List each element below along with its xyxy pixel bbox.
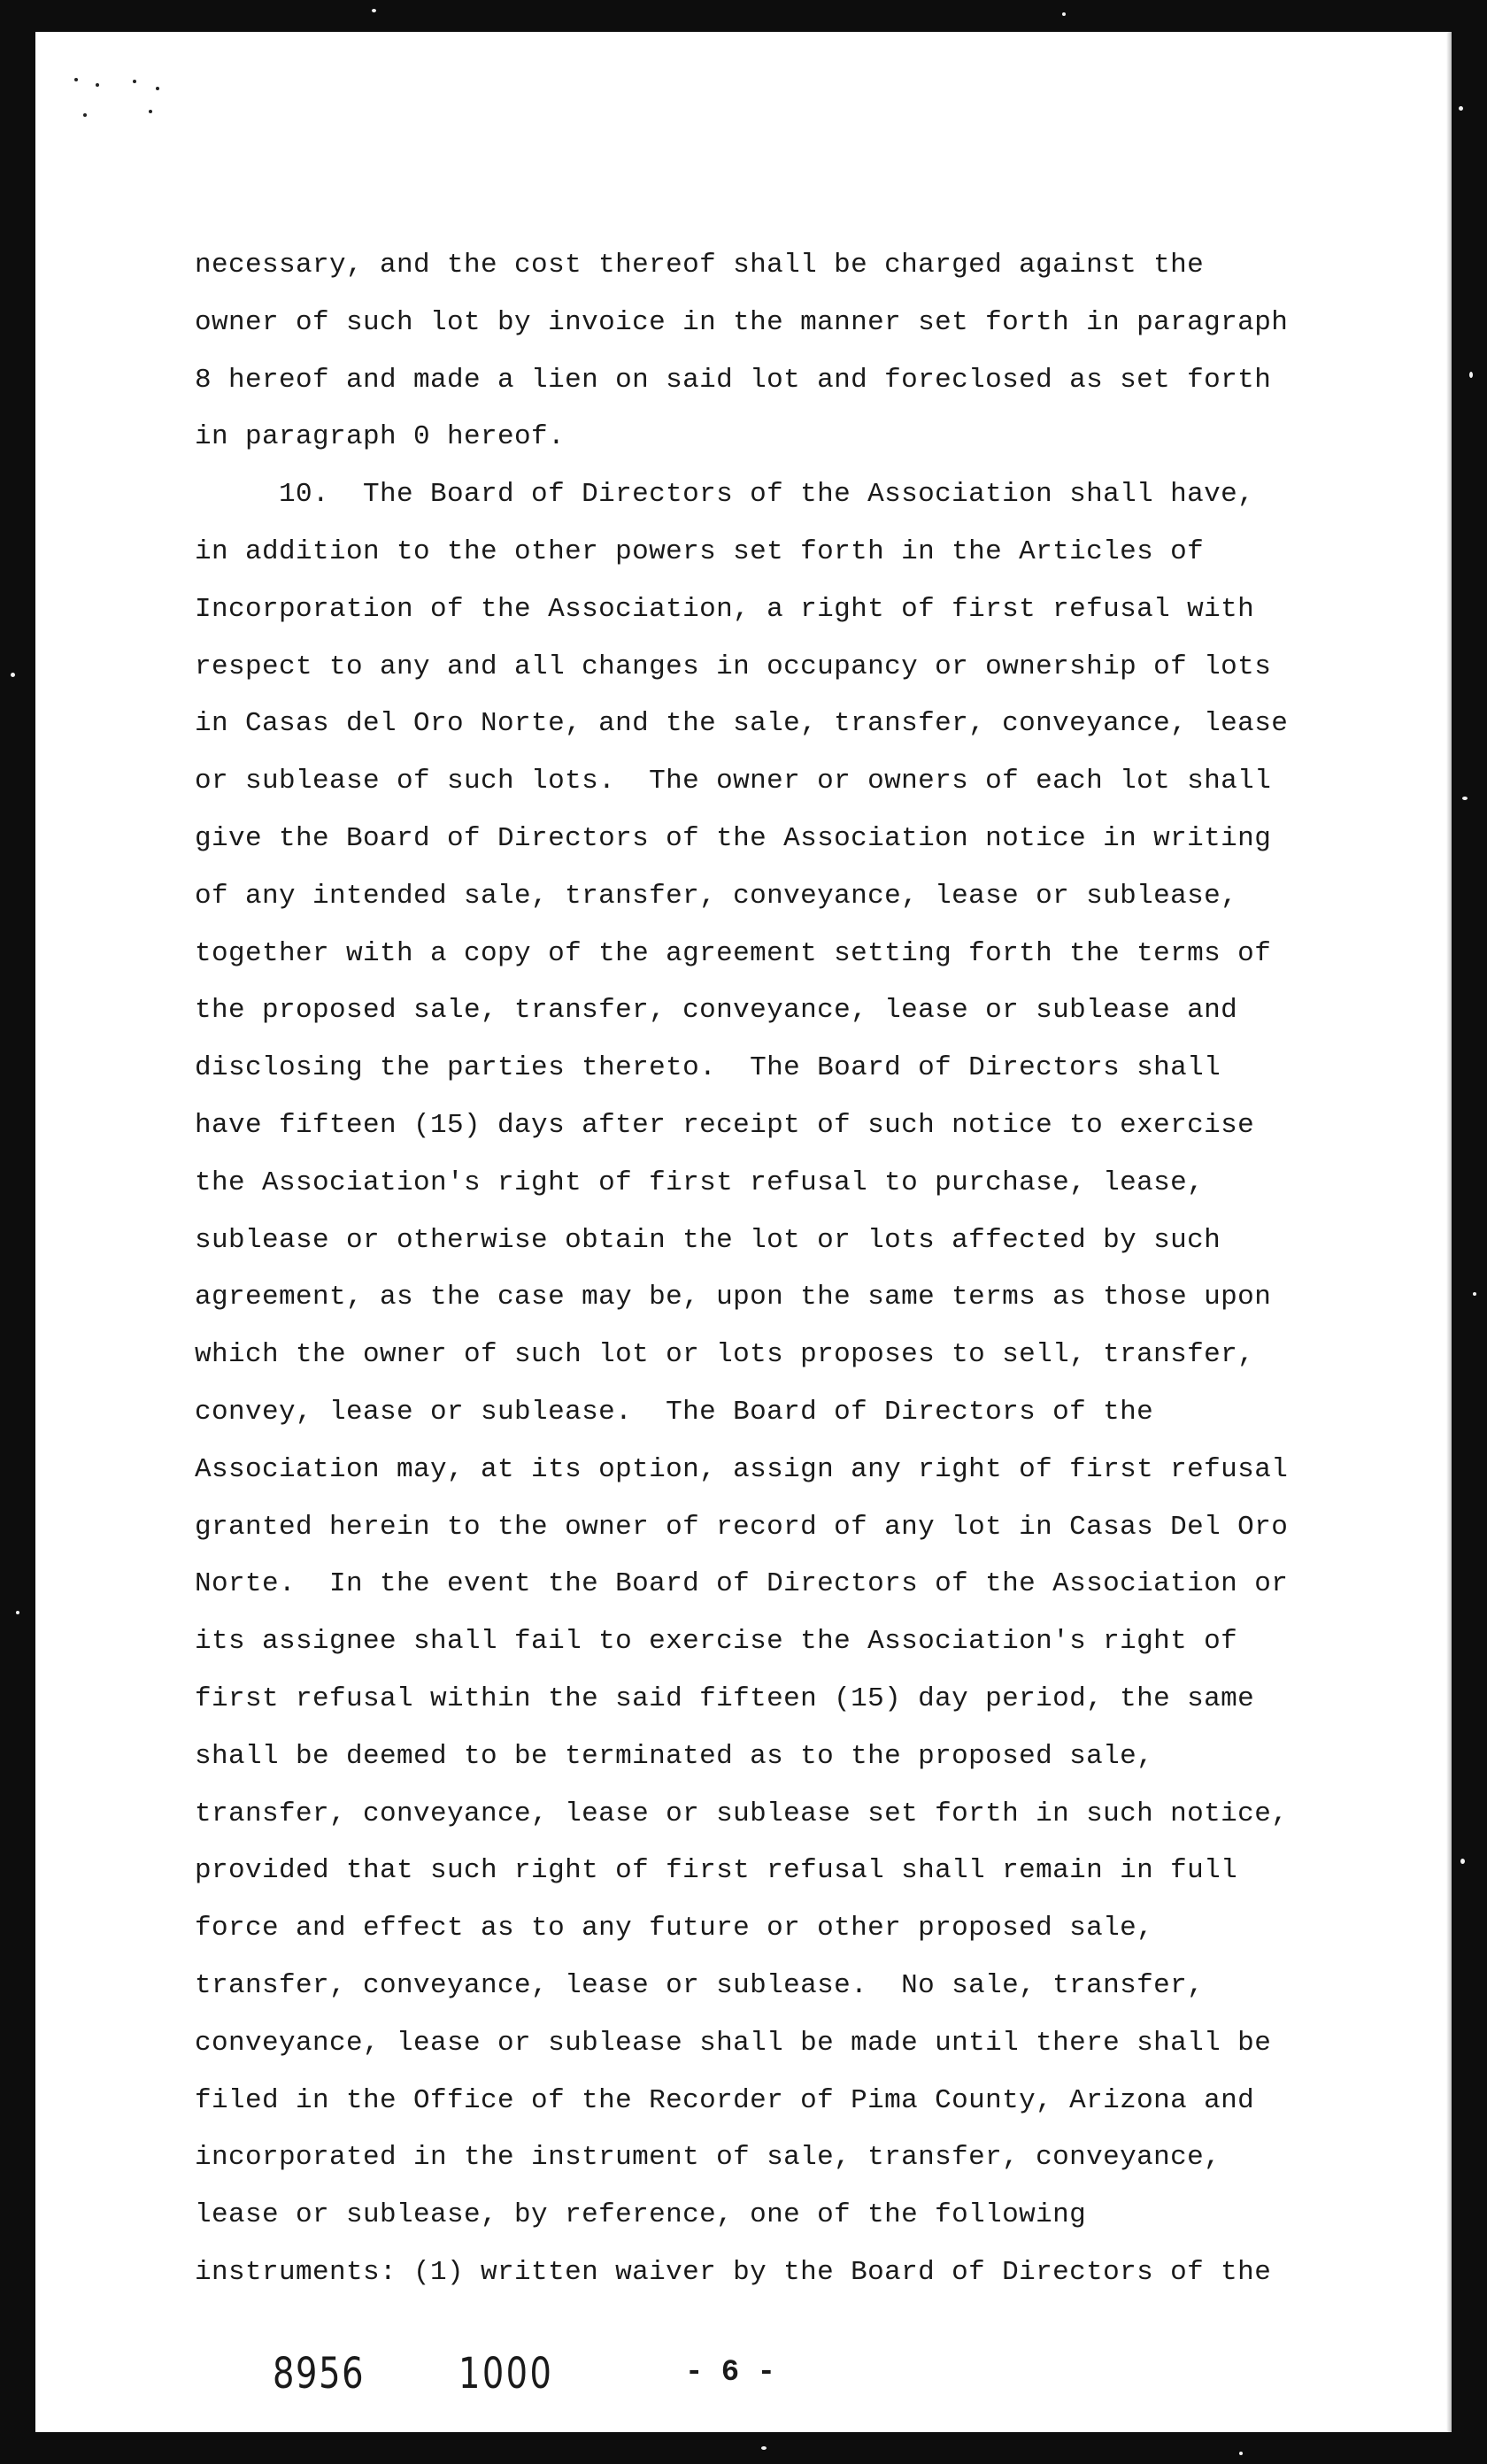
document-line: transfer, conveyance, lease or sublease set forth in such notice,	[195, 1798, 1289, 1829]
document-code-left: 8956	[273, 2349, 366, 2399]
document-line: Incorporation of the Association, a right of first refusal with	[195, 593, 1255, 625]
scan-speck	[761, 2446, 767, 2450]
page-edge-shadow	[1446, 32, 1452, 2432]
document-page	[35, 32, 1452, 2432]
scan-speck	[372, 9, 376, 12]
document-line: owner of such lot by invoice in the manner set forth in paragraph	[195, 306, 1289, 338]
document-line: provided that such right of first refusal shall remain in full	[195, 1855, 1238, 1887]
document-line: shall be deemed to be terminated as to the proposed sale,	[195, 1740, 1154, 1772]
document-line: in Casas del Oro Norte, and the sale, transfer, conveyance, lease	[195, 708, 1289, 740]
document-line: transfer, conveyance, lease or sublease. No sale, transfer,	[195, 1969, 1205, 2001]
scan-speck	[1062, 12, 1066, 16]
corner-dot	[74, 78, 78, 81]
document-line: the Association's right of first refusal to purchase, lease,	[195, 1167, 1205, 1198]
document-line: of any intended sale, transfer, conveyance, lease or sublease,	[195, 880, 1238, 912]
document-line: Association may, at its option, assign any right of first refusal	[195, 1453, 1289, 1485]
corner-dots	[69, 71, 166, 133]
document-line: 8 hereof and made a lien on said lot and foreclosed as set forth	[195, 364, 1272, 396]
document-line: instruments: (1) written waiver by the Board of Directors of the	[195, 2256, 1272, 2288]
document-line: 10. The Board of Directors of the Association shall have,	[195, 479, 1255, 511]
corner-dot	[83, 113, 87, 117]
document-body	[195, 237, 1345, 2302]
document-line: first refusal within the said fifteen (15) day period, the same	[195, 1682, 1255, 1714]
corner-dot	[96, 83, 99, 87]
document-line: together with a copy of the agreement setting forth the terms of	[195, 937, 1272, 969]
document-line: incorporated in the instrument of sale, transfer, conveyance,	[195, 2142, 1221, 2174]
scan-speck	[1239, 2452, 1243, 2455]
scan-speck	[1459, 106, 1463, 111]
scan-speck	[16, 1611, 19, 1614]
page-number: - 6 -	[685, 2356, 776, 2390]
scan-speck	[1469, 372, 1473, 378]
corner-dot	[133, 80, 136, 83]
document-line: or sublease of such lots. The owner or owners of each lot shall	[195, 766, 1272, 797]
document-code-right: 1000	[458, 2349, 554, 2399]
document-line: in addition to the other powers set forth in the Articles of	[195, 535, 1205, 567]
document-line: Norte. In the event the Board of Directors of the Association or	[195, 1568, 1289, 1600]
corner-dot	[156, 87, 159, 90]
document-line: the proposed sale, transfer, conveyance, lease or sublease and	[195, 995, 1238, 1027]
document-line: granted herein to the owner of record of any lot in Casas Del Oro	[195, 1511, 1289, 1543]
document-line: sublease or otherwise obtain the lot or lots affected by such	[195, 1224, 1221, 1256]
scan-speck	[1460, 1859, 1465, 1864]
document-line: give the Board of Directors of the Association notice in writing	[195, 822, 1272, 854]
document-line: force and effect as to any future or other proposed sale,	[195, 1913, 1154, 1944]
scan-speck	[11, 673, 15, 677]
document-line: which the owner of such lot or lots proposes to sell, transfer,	[195, 1339, 1255, 1371]
document-line: disclosing the parties thereto. The Board of Directors shall	[195, 1052, 1221, 1084]
document-line: respect to any and all changes in occupancy or ownership of lots	[195, 651, 1272, 682]
document-line: lease or sublease, by reference, one of the following	[195, 2199, 1087, 2231]
document-line: its assignee shall fail to exercise the Association's right of	[195, 1626, 1238, 1658]
document-line: agreement, as the case may be, upon the same terms as those upon	[195, 1282, 1272, 1313]
document-line: conveyance, lease or sublease shall be made until there shall be	[195, 2027, 1272, 2059]
document-line: have fifteen (15) days after receipt of such notice to exercise	[195, 1109, 1255, 1141]
corner-dot	[149, 110, 152, 113]
document-line: necessary, and the cost thereof shall be charged against the	[195, 250, 1205, 281]
scan-speck	[1462, 797, 1468, 800]
scan-speck	[1473, 1292, 1476, 1296]
document-line: convey, lease or sublease. The Board of Directors of the	[195, 1396, 1154, 1428]
document-line: in paragraph 0 hereof.	[195, 421, 566, 453]
document-line: filed in the Office of the Recorder of Pima County, Arizona and	[195, 2084, 1255, 2116]
